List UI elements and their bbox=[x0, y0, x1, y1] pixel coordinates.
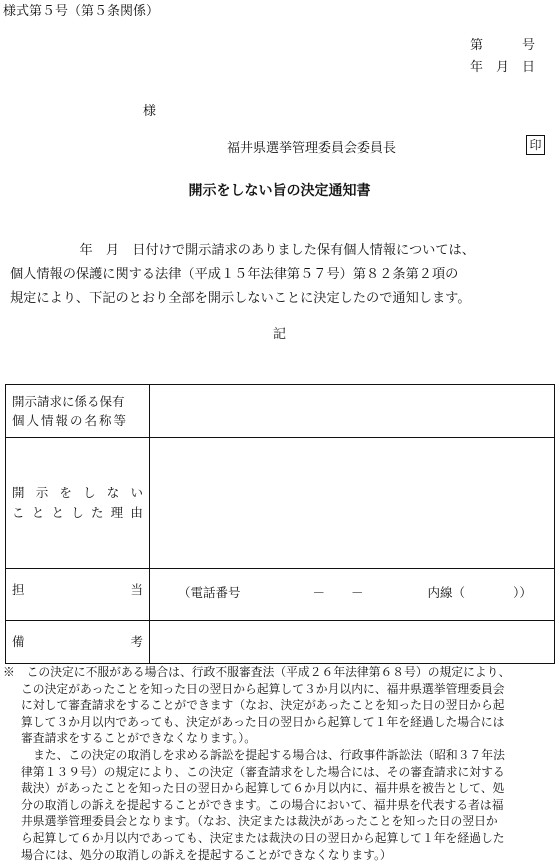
remarks-value-cell[interactable] bbox=[150, 621, 555, 664]
label-line: 個人情報の名称等 bbox=[12, 413, 129, 428]
phone-line bbox=[150, 583, 554, 607]
label-line: 開示請求に係る保有 bbox=[12, 394, 125, 409]
date-label: 年 月 日 bbox=[470, 60, 536, 75]
table-row bbox=[6, 385, 555, 438]
note-line: 井県選挙管理委員会となります。（なお、決定または裁決があったことを知った日の翌日か bbox=[21, 814, 498, 829]
notes-section bbox=[3, 664, 557, 863]
extension-label: 内線（ bbox=[427, 584, 466, 600]
body-line: 個人情報の保護に関する法律（平成１５年法律第５７号）第８２条第２項の bbox=[10, 267, 459, 282]
reason-label-line1: 開 示 を し な い bbox=[12, 485, 143, 500]
staff-value-cell[interactable] bbox=[150, 569, 555, 621]
info-name-label-cell bbox=[6, 385, 150, 438]
remarks-label: 備 考 bbox=[12, 634, 143, 649]
addressee-honorific: 様 bbox=[143, 104, 157, 119]
staff-label: 担 当 bbox=[12, 581, 143, 597]
reason-label-cell bbox=[6, 438, 150, 569]
note-line: ら起算して６か月以内であっても、決定または裁決の日の翌日から起算して１年を経過した bbox=[21, 830, 505, 845]
note-line: また、この決定の取消しを求める訴訟を提起する場合は、行政事件訴訟法（昭和３７年法 bbox=[33, 747, 505, 762]
note-line: 分の取消しの訴えを提起することができます。この場合において、福井県を代表する者は福 bbox=[21, 797, 504, 812]
phone-open: （電話番号 bbox=[178, 584, 241, 600]
reason-value-cell[interactable] bbox=[150, 438, 555, 569]
info-name-value-cell[interactable] bbox=[150, 385, 555, 438]
remarks-label-cell bbox=[6, 621, 150, 664]
staff-label-cell bbox=[6, 569, 150, 621]
document-title: 開示をしない旨の決定通知書 bbox=[188, 183, 371, 199]
seal-box: 印 bbox=[526, 135, 545, 155]
body-line: 年 月 日付けで開示請求のありました保有個人情報については、 bbox=[40, 243, 475, 258]
body-line: 規定により、下記のとおり全部を開示しないことに決定したので通知します。 bbox=[10, 291, 471, 306]
document-number-label: 第 号 bbox=[470, 38, 536, 53]
body-paragraph bbox=[10, 239, 556, 311]
note-line: この決定があったことを知った日の翌日から起算して３か月以内に、福井県選挙管理委員会 bbox=[21, 681, 505, 696]
note-line: に対して審査請求をすることができます（なお、決定があったことを知った日の翌日から起 bbox=[21, 698, 505, 713]
table-row bbox=[6, 438, 555, 569]
reason-label-line2: こ と と し た 理 由 bbox=[12, 505, 143, 520]
table-row bbox=[6, 621, 555, 664]
table-row bbox=[6, 569, 555, 621]
note-line: 審査請求をすることができなくなります。）。 bbox=[21, 731, 256, 746]
sender-name: 福井県選挙管理委員会委員長 bbox=[227, 141, 397, 156]
phone-dash: － bbox=[312, 584, 326, 600]
details-table bbox=[5, 384, 555, 664]
form-number: 様式第５号（第５条関係） bbox=[3, 4, 160, 19]
note-line: 裁決）があったことを知った日の翌日から起算して６か月以内に、福井県を被告として、処 bbox=[21, 781, 505, 796]
note-line: ※ この決定に不服がある場合は、行政不服審査法（平成２６年法律第６８号）の規定により、 bbox=[3, 665, 511, 679]
note-line: 場合には、処分の取消しの訴えを提起することができなくなります。） bbox=[21, 847, 392, 862]
note-line: 算して３か月以内であっても、決定があった日の翌日から起算して１年を経過した場合には bbox=[21, 714, 505, 729]
info-name-label bbox=[6, 392, 149, 430]
ki-marker: 記 bbox=[272, 327, 286, 342]
phone-close: ）） bbox=[513, 584, 532, 600]
note-line: 律第１３９号）の規定により、この決定（審査請求をした場合には、その審査請求に対する bbox=[21, 764, 505, 779]
phone-dash: － bbox=[351, 584, 364, 600]
